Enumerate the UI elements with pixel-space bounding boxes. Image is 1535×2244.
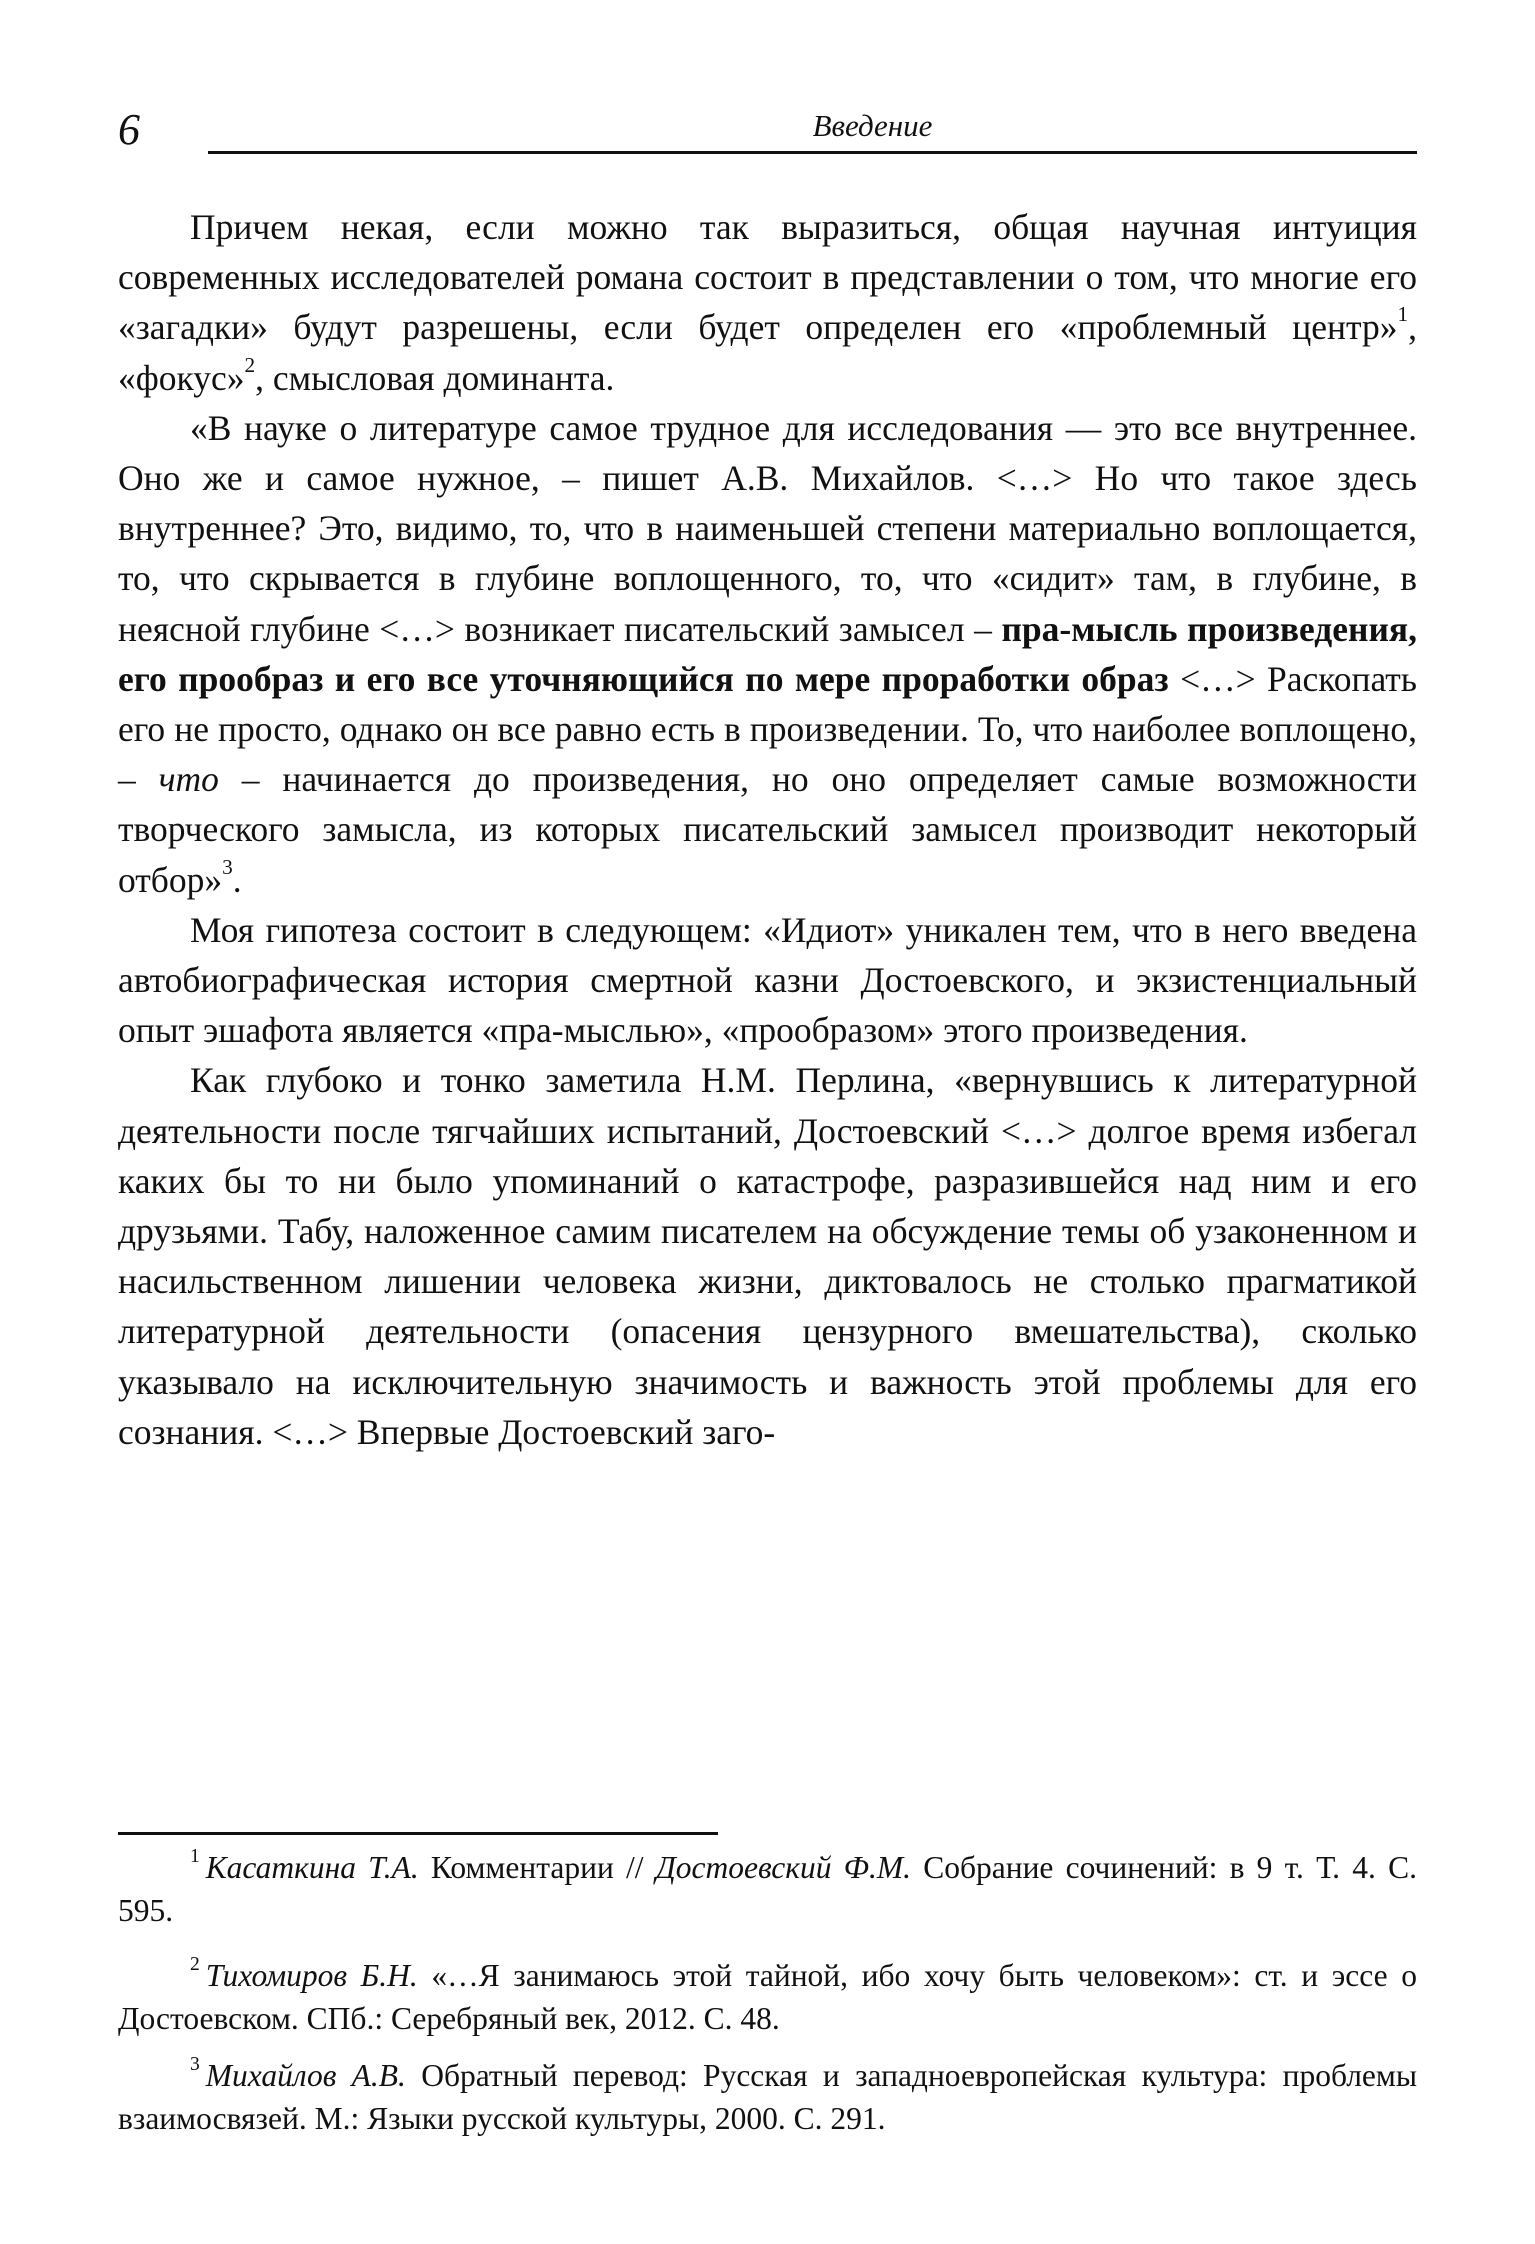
footnote-text: Комментарии //	[418, 1850, 656, 1885]
footnote-ref-2: 2	[244, 352, 256, 377]
paragraph-4: Как глубоко и тонко заметила Н.М. Перлина, «вернувшись к литературной деятельности после тягчайших испытаний, Достоевский <…> долгое время избегал каких бы то ни было упоминаний о катастрофе, разразившейся над ним и его друзьями. Табу, наложенное самим писателем на обсуждение темы об узаконенном и насильственном лишении человека жизни, диктовалось не столько прагматикой литературной деятельности (опасения цензурного вмешательства), сколько указывало на исключительную значимость и важность этой проблемы для его сознания. <…> Впервые Достоевский заго-	[118, 1060, 1417, 1452]
footnote-3	[118, 2054, 1417, 2140]
footnotes	[118, 1846, 1417, 2162]
running-title: Введение	[812, 108, 933, 143]
paragraph-text: «В науке о литературе самое трудное для исследования — это все внутреннее. Оно же и самое нужное, – пишет А.В. Михайлов. <…> Но что такое здесь внутреннее? Это, видимо, то, что в наименьшей степени материально воплощается, то, что скрывается в глубине воплощенного, то, что «сидит» там, в глубине, в неясной глубине <…> возникает писательский замысел –	[118, 407, 1417, 649]
footnote-separator	[118, 1832, 718, 1835]
page-header	[118, 104, 1417, 156]
footnote-text: Обратный перевод: Русская и западноевропейская культура: проблемы взаимосвязей. М.: Языки русской культуры, 2000. С. 291.	[118, 2058, 1417, 2136]
bold-emphasis: пра-мысль произведения, его прообраз и его все уточняющийся по мере проработки образ	[118, 608, 1417, 699]
footnote-1	[118, 1846, 1417, 1932]
italic-emphasis: что	[158, 759, 219, 800]
footnote-number: 1	[190, 1846, 200, 1868]
footnote-2	[118, 1954, 1417, 2040]
paragraph-1	[118, 202, 1417, 403]
main-text	[118, 202, 1417, 1457]
paragraph-text: , смысловая доминанта.	[255, 357, 615, 398]
footnote-author: Михайлов А.В.	[205, 2058, 406, 2093]
paragraph-text: – начинается до произведения, но оно определяет самые возможности творческого замысла, из которых писательский замысел производит некоторый отбор»	[118, 759, 1418, 900]
paragraph-3: Моя гипотеза состоит в следующем: «Идиот» уникален тем, что в него введена автобиографическая история смертной казни Достоевского, и экзистенциальный опыт эшафота является «пра-мыслью», «прообразом» этого произведения.	[118, 909, 1417, 1051]
page-number: 6	[118, 105, 140, 154]
footnote-number: 2	[190, 1954, 200, 1976]
footnote-ref-3: 3	[222, 854, 233, 879]
paragraph-2	[118, 403, 1417, 905]
footnote-text: Собрание сочинений: в 9 т. Т. 4. С. 595.	[118, 1850, 1417, 1928]
footnote-ref-1: 1	[1397, 302, 1409, 327]
footnote-text: «…Я занимаюсь этой тайной, ибо хочу быть человеком»: ст. и эссе о Достоевском. СПб.: Серебряный век, 2012. С. 48.	[118, 1958, 1418, 2036]
paragraph-text: <…> Раскопать его не просто, однако он все равно есть в произведении. То, что наиболее воплощено, –	[118, 658, 1417, 800]
header-rule	[208, 151, 1417, 154]
footnote-author: Касаткина Т.А.	[205, 1850, 419, 1885]
footnote-number: 3	[190, 2054, 200, 2076]
paragraph-text: Причем некая, если можно так выразиться, общая научная интуиция современных исследователей романа состоит в представлении о том, что многие его «загадки» будут разрешены, если будет определен его «проблемный центр»	[118, 207, 1417, 348]
paragraph-text: .	[232, 859, 242, 900]
paragraph-text: , «фокус»	[118, 307, 1417, 398]
footnote-author: Тихомиров Б.Н.	[205, 1958, 418, 1993]
footnote-author: Достоевский Ф.М.	[655, 1850, 911, 1885]
